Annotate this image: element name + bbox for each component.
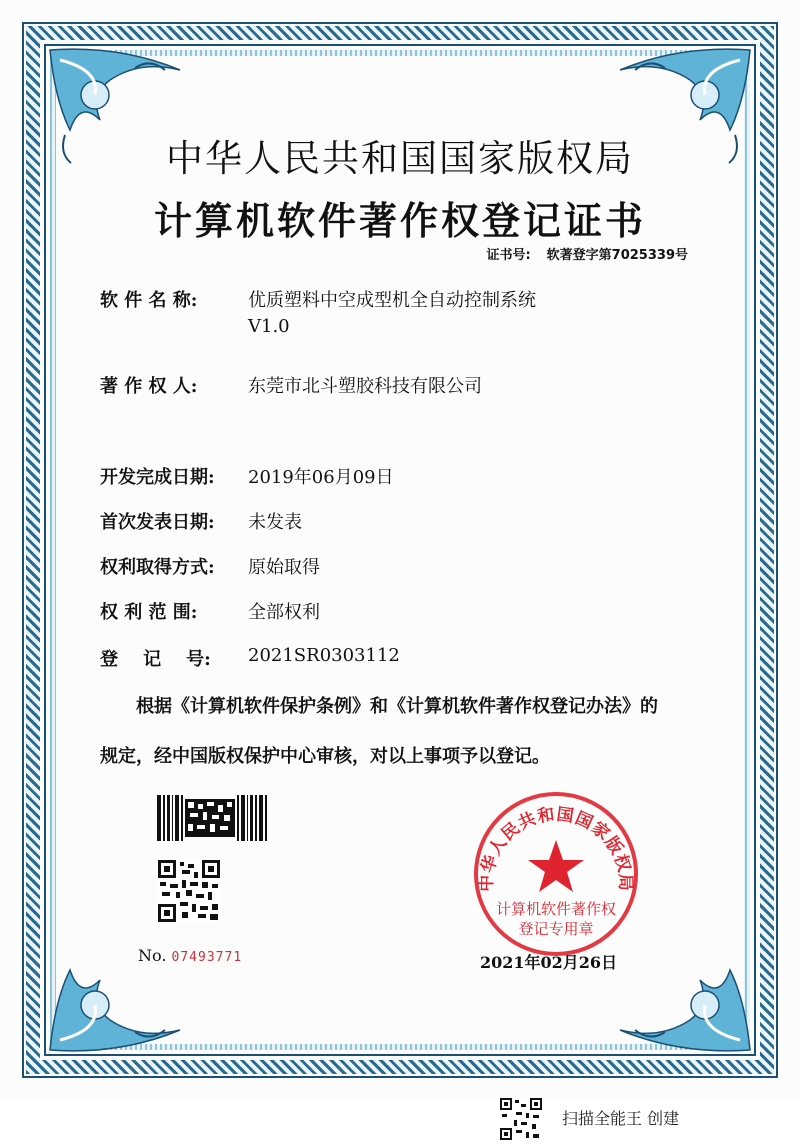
document-title: 计算机软件著作权登记证书 [153,198,646,243]
field-copyright-owner [100,372,482,398]
field-value: 全部权利 [248,602,320,623]
scanner-watermark-text: 扫描全能王 创建 [562,1109,680,1128]
field-label: 权利取得方式: [100,557,215,578]
statement-line-2: 规定，经中国版权保护中心审核，对以上事项予以登记。 [100,746,550,767]
barcode-icon [157,795,269,841]
seal-inner-line-2: 登记专用章 [518,920,594,938]
qr-code-icon [158,860,220,922]
issue-date: 2021年02月26日 [480,953,618,972]
official-seal-icon [470,788,642,960]
serial-prefix: No. [138,946,167,965]
cert-no-label: 证书号: [486,248,531,263]
field-value: 原始取得 [248,557,320,578]
registration-statement [100,682,710,782]
field-label: 首次发表日期: [100,512,215,533]
field-value: 东莞市北斗塑胶科技有限公司 [248,376,482,397]
scanner-qr-icon [500,1098,542,1140]
field-label: 开发完成日期: [100,467,215,488]
field-value: 2019年06月09日 [248,467,394,488]
agency-title: 中华人民共和国国家版权局 [166,137,634,180]
field-first-publish-date [100,508,302,534]
field-label: 著 作 权 人: [100,376,198,397]
seal-ring-text: 中华人民共和国国家版权局 [476,804,636,893]
field-label: 软 件 名 称: [100,290,198,311]
serial-number [138,946,242,965]
serial-value: 07493771 [171,950,243,965]
field-value-version: V1.0 [248,316,290,337]
field-software-name [100,286,536,337]
field-completion-date [100,463,394,489]
seal-inner-line-1: 计算机软件著作权 [495,900,617,918]
statement-line-1: 根据《计算机软件保护条例》和《计算机软件著作权登记办法》的 [136,696,658,717]
field-label: 登 记 号: [100,649,211,670]
certificate-number [486,244,688,263]
field-value: 未发表 [248,512,302,533]
field-acquisition-method [100,553,320,579]
field-value: 2021SR0303112 [248,645,400,666]
field-rights-scope [100,598,320,624]
field-registration-number [100,645,400,671]
field-label: 权 利 范 围: [100,602,198,623]
field-value: 优质塑料中空成型机全自动控制系统 [248,290,536,311]
cert-no-value: 软著登字第7025339号 [546,248,688,263]
